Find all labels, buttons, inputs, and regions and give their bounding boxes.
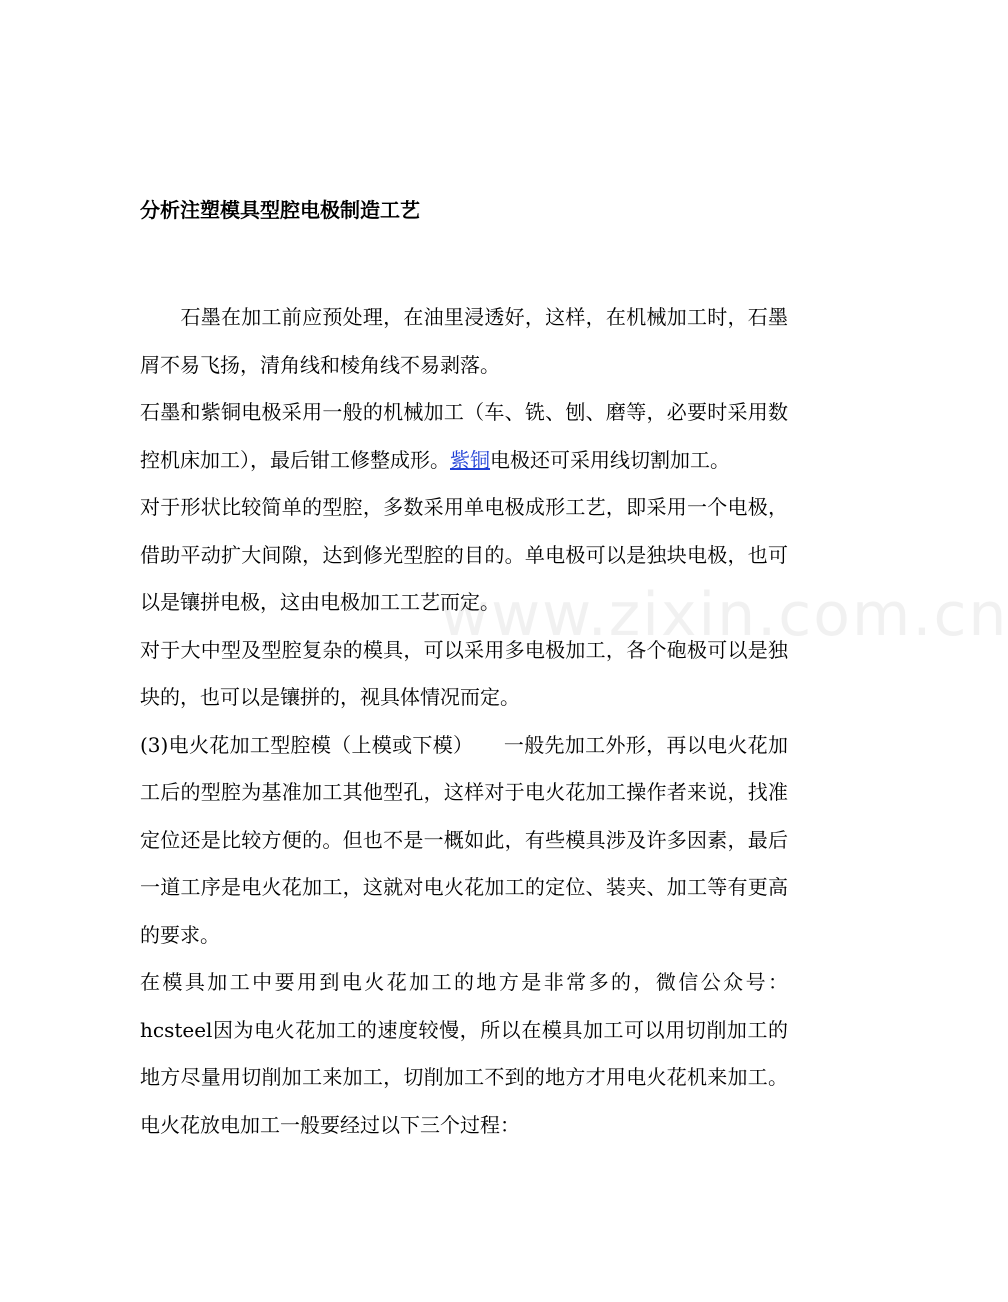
paragraph-edm-usage: 在模具加工中要用到电火花加工的地方是非常多的，微信公众号：hcsteel因为电火花加工的速度较慢，所以在模具加工可以用切削加工的地方尽量用切削加工来加工，切削加工不到的地方才用电火花机来加工。电火花放电加工一般要经过以下三个过程： <box>140 970 788 1137</box>
document-title: 分析注塑模具型腔电极制造工艺 <box>140 198 420 222</box>
paragraph-multi-electrode: 对于大中型及型腔复杂的模具，可以采用多电极加工，各个砲极可以是独块的，也可以是镶拼的，视具体情况而定。 <box>140 637 788 709</box>
paragraph-text-before-link: 石墨和紫铜电极采用一般的机械加工（车、铣、刨、磨等，必要时采用数控机床加工），最后钳工修整成形。 <box>140 400 788 472</box>
paragraph-electrode-machining <box>140 389 788 484</box>
watermark: www.zixin.com.cn <box>440 580 1008 650</box>
paragraph-cavity-mold-edm: (3)电火花加工型腔模（上模或下模） 一般先加工外形，再以电火花加工后的型腔为基准加工其他型孔，这样对于电火花加工操作者来说，找准定位还是比较方便的。但也不是一概如此，有些模具涉及许多因素，最后一道工序是电火花加工，这就对电火花加工的定位、装夹、加工等有更高的要求。 <box>140 732 788 947</box>
document-body <box>140 196 788 1149</box>
paragraph-text-after-link: 电极还可采用线切割加工。 <box>490 447 730 472</box>
paragraph-single-electrode: 对于形状比较简单的型腔，多数采用单电极成形工艺，即采用一个电极，借助平动扩大间隙，达到修光型腔的目的。单电极可以是独块电极，也可以是镶拼电极，这由电极加工工艺而定。 <box>140 495 788 614</box>
copper-link[interactable]: 紫铜 <box>450 447 490 472</box>
paragraph-graphite-pretreatment: 石墨在加工前应预处理，在油里浸透好，这样，在机械加工时，石墨屑不易飞扬，清角线和棱角线不易剥落。 <box>140 305 788 377</box>
